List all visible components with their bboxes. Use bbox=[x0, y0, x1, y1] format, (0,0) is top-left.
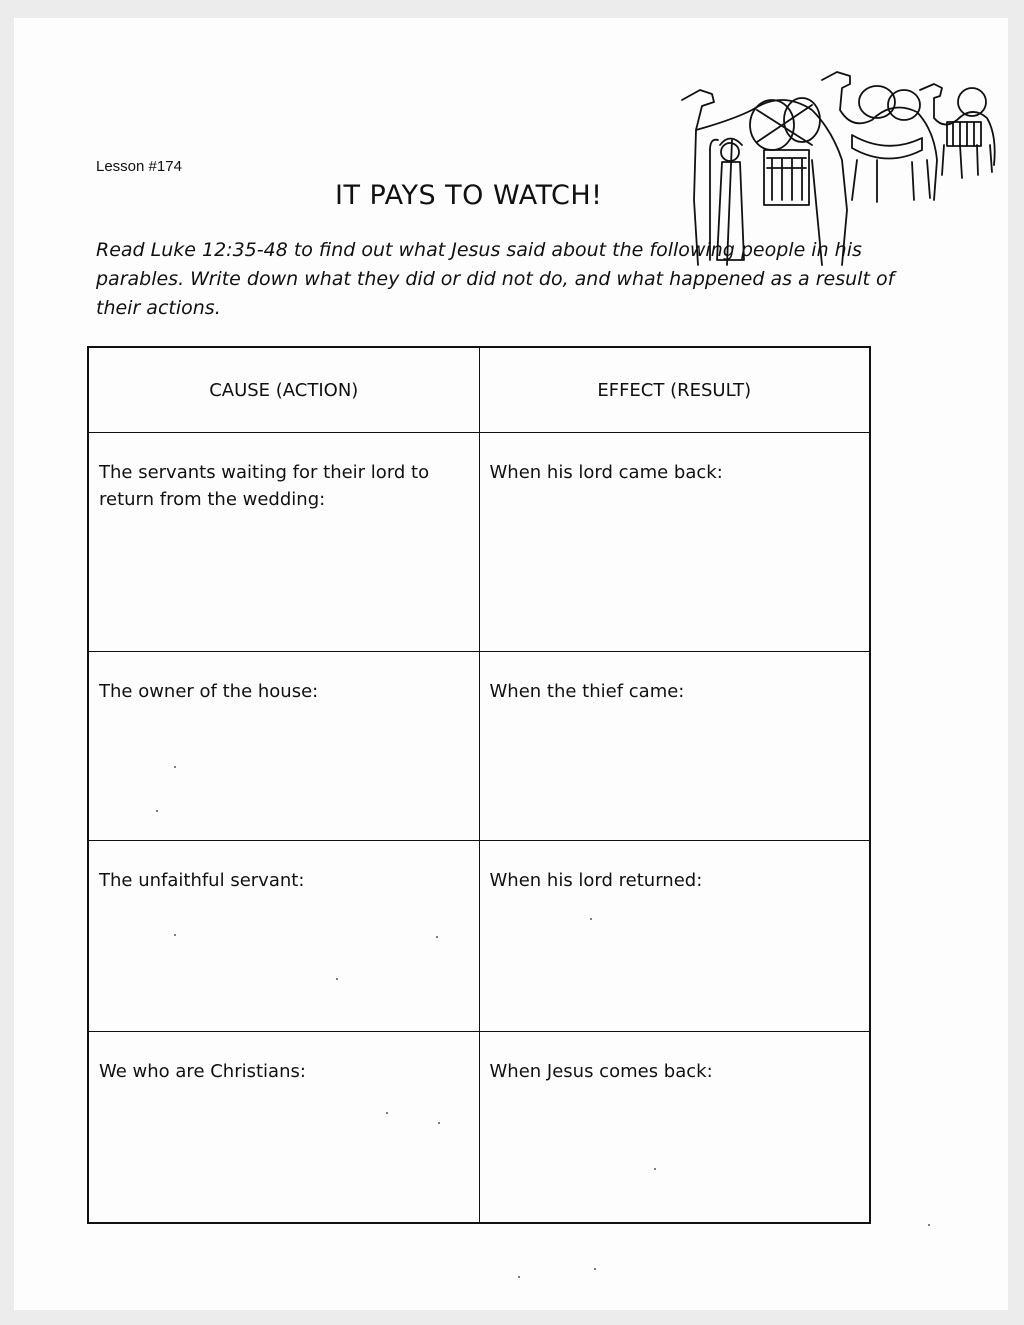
scan-speck bbox=[386, 1112, 388, 1114]
scan-speck bbox=[518, 1276, 520, 1278]
scan-speck bbox=[174, 766, 176, 768]
lesson-number: Lesson #174 bbox=[96, 158, 182, 175]
cause-column-header: CAUSE (ACTION) bbox=[88, 347, 479, 433]
scan-speck bbox=[174, 934, 176, 936]
scan-speck bbox=[654, 1168, 656, 1170]
cause-cell[interactable]: We who are Christians: bbox=[88, 1032, 479, 1224]
cause-cell[interactable]: The unfaithful servant: bbox=[88, 841, 479, 1032]
table-header-row bbox=[88, 347, 870, 433]
cause-cell[interactable]: The owner of the house: bbox=[88, 652, 479, 841]
table-row bbox=[88, 433, 870, 652]
scan-speck bbox=[336, 978, 338, 980]
instructions-text: Read Luke 12:35-48 to find out what Jesus said about the following people in his parables. Write down what they did or did not do, and what happened as a result of their actions. bbox=[96, 239, 895, 319]
table-row bbox=[88, 652, 870, 841]
scan-speck bbox=[590, 918, 592, 920]
effect-cell[interactable]: When his lord came back: bbox=[479, 433, 870, 652]
scan-speck bbox=[594, 1268, 596, 1270]
scan-speck bbox=[156, 810, 158, 812]
scan-speck bbox=[436, 936, 438, 938]
effect-cell[interactable]: When his lord returned: bbox=[479, 841, 870, 1032]
table-row bbox=[88, 841, 870, 1032]
cause-effect-table bbox=[87, 346, 871, 1224]
cause-cell[interactable]: The servants waiting for their lord to return from the wedding: bbox=[88, 433, 479, 652]
effect-cell[interactable]: When Jesus comes back: bbox=[479, 1032, 870, 1224]
page-title: IT PAYS TO WATCH! bbox=[335, 180, 603, 211]
worksheet-page bbox=[14, 18, 1008, 1310]
effect-column-header: EFFECT (RESULT) bbox=[479, 347, 870, 433]
effect-cell[interactable]: When the thief came: bbox=[479, 652, 870, 841]
scan-speck bbox=[438, 1122, 440, 1124]
scan-speck bbox=[928, 1224, 930, 1226]
table-row bbox=[88, 1032, 870, 1224]
